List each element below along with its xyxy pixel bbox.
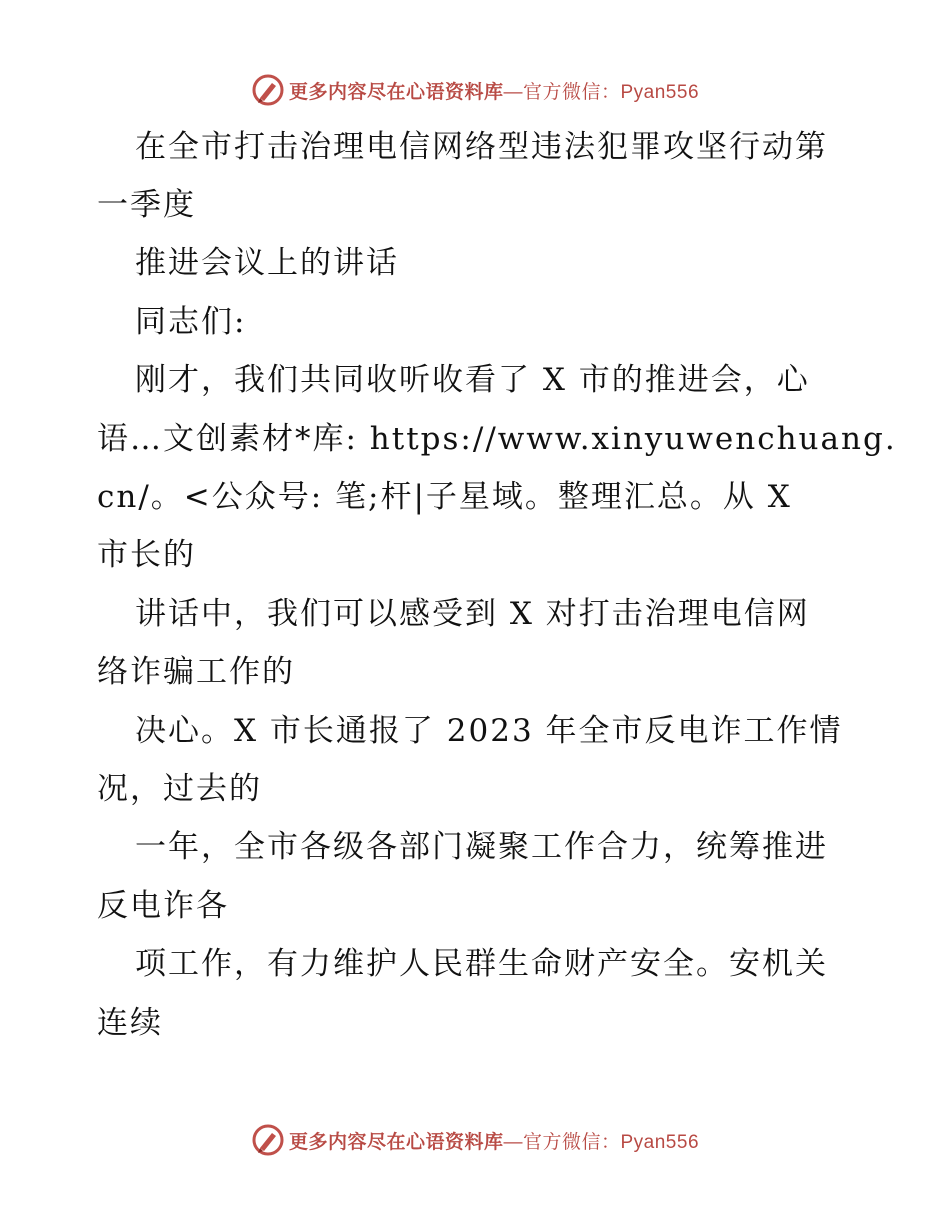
text-line: 连续 bbox=[97, 1005, 163, 1041]
text-line: 项工作，有力维护人民群生命财产安全。安机关 bbox=[135, 946, 828, 982]
text-line: 语…文创素材*库: https://www.xinyuwenchuang. bbox=[97, 421, 897, 457]
pen-logo-icon bbox=[251, 73, 285, 107]
text-line: 反电诈各 bbox=[97, 888, 229, 924]
text-line: 在全市打击治理电信网络型违法犯罪攻坚行动第 bbox=[135, 129, 828, 165]
footer-watermark bbox=[0, 1120, 950, 1160]
text-line: 推进会议上的讲话 bbox=[135, 245, 399, 281]
watermark-text: 更多内容尽在心语资料库—官方微信：Pyan556 bbox=[288, 80, 700, 103]
text-line: 一季度 bbox=[97, 187, 196, 223]
text-line: 一年，全市各级各部门凝聚工作合力，统筹推进 bbox=[135, 829, 828, 865]
text-line: cn/。<公众号: 笔;杆|子星域。整理汇总。从 X bbox=[97, 479, 792, 515]
text-line: 讲话中，我们可以感受到 X 对打击治理电信网 bbox=[135, 596, 810, 632]
text-line: 同志们: bbox=[135, 304, 247, 340]
text-line: 况，过去的 bbox=[97, 771, 262, 807]
pen-logo-icon bbox=[251, 1123, 285, 1157]
watermark-text: 更多内容尽在心语资料库—官方微信：Pyan556 bbox=[288, 1130, 700, 1153]
header-watermark bbox=[0, 70, 950, 110]
text-line: 市长的 bbox=[97, 537, 196, 573]
text-line: 决心。X 市长通报了 2023 年全市反电诈工作情 bbox=[135, 713, 843, 749]
text-line: 刚才，我们共同收听收看了 X 市的推进会，心 bbox=[135, 362, 810, 398]
text-line: 络诈骗工作的 bbox=[97, 654, 295, 690]
